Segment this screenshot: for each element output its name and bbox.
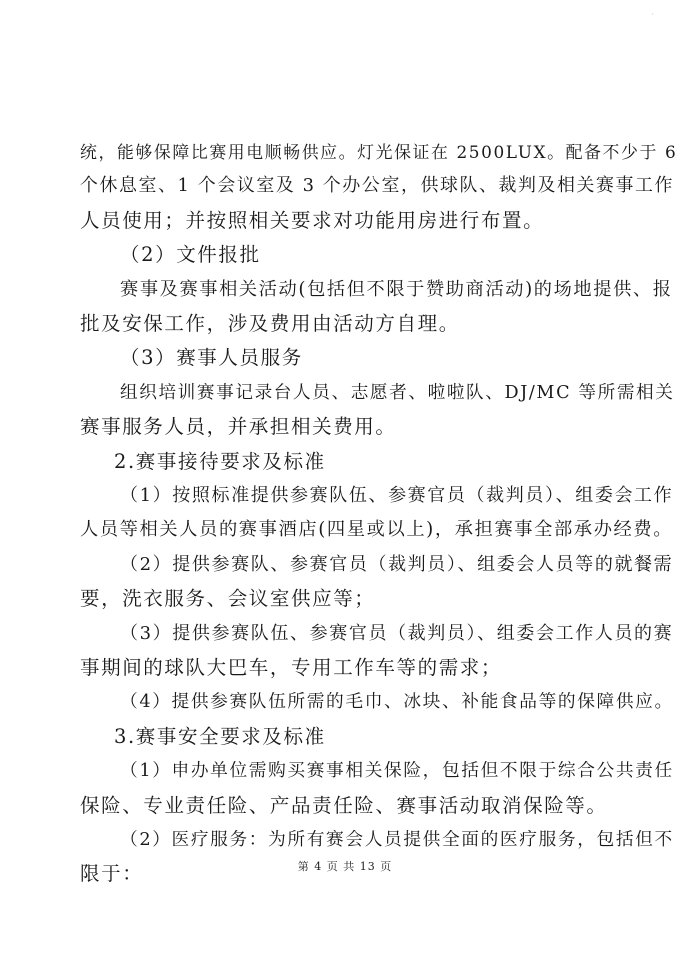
text-line: 人员等相关人员的赛事酒店(四星或以上)，承担赛事全部承办经费。 (80, 519, 674, 541)
text-line: 组织培训赛事记录台人员、志愿者、啦啦队、DJ/MC 等所需相关 (120, 382, 675, 403)
text-line: 赛事服务人员，并承担相关费用。 (80, 415, 397, 439)
text-line: 个休息室、1 个会议室及 3 个办公室，供球队、裁判及相关赛事工作 (80, 175, 675, 197)
text-line: 人员使用；并按照相关要求对功能用房进行布置。 (80, 208, 545, 232)
text-line: （4）提供参赛队伍所需的毛巾、冰块、补能食品等的保障供应。 (120, 692, 674, 713)
text-line: 保险、专业责任险、产品责任险、赛事活动取消保险等。 (80, 793, 608, 817)
section-heading: （3）赛事人员服务 (120, 346, 303, 370)
corner-mark: · (651, 10, 654, 19)
section-heading: 2.赛事接待要求及标准 (114, 449, 326, 473)
text-line: 批及安保工作，涉及费用由活动方自理。 (80, 312, 460, 335)
page-footer: 第 4 页 共 13 页 (297, 860, 393, 873)
section-heading: （2）文件报批 (120, 243, 261, 267)
text-line: 限于： (80, 862, 144, 886)
text-line: （2）提供参赛队、参赛官员（裁判员）、组委会人员等的就餐需 (120, 553, 674, 575)
text-line: （1）按照标准提供参赛队伍、参赛官员（裁判员）、组委会工作 (120, 485, 674, 506)
section-heading: 3.赛事安全要求及标准 (114, 724, 326, 748)
text-line: 事期间的球队大巴车，专用工作车等的需求； (80, 656, 503, 679)
text-line: （3）提供参赛队伍、参赛官员（裁判员）、组委会工作人员的赛 (120, 622, 674, 644)
text-line: 要，洗衣服务、会议室供应等； (80, 587, 376, 611)
text-line: （2）医疗服务：为所有赛会人员提供全面的医疗服务，包括但不 (120, 830, 674, 850)
text-line: （1）申办单位需购买赛事相关保险，包括但不限于综合公共责任 (120, 761, 674, 782)
text-line: 统，能够保障比赛用电顺畅供应。灯光保证在 2500LUX。配备不少于 6 (80, 142, 678, 162)
text-line: 赛事及赛事相关活动(包括但不限于赞助商活动)的场地提供、报 (120, 278, 673, 300)
